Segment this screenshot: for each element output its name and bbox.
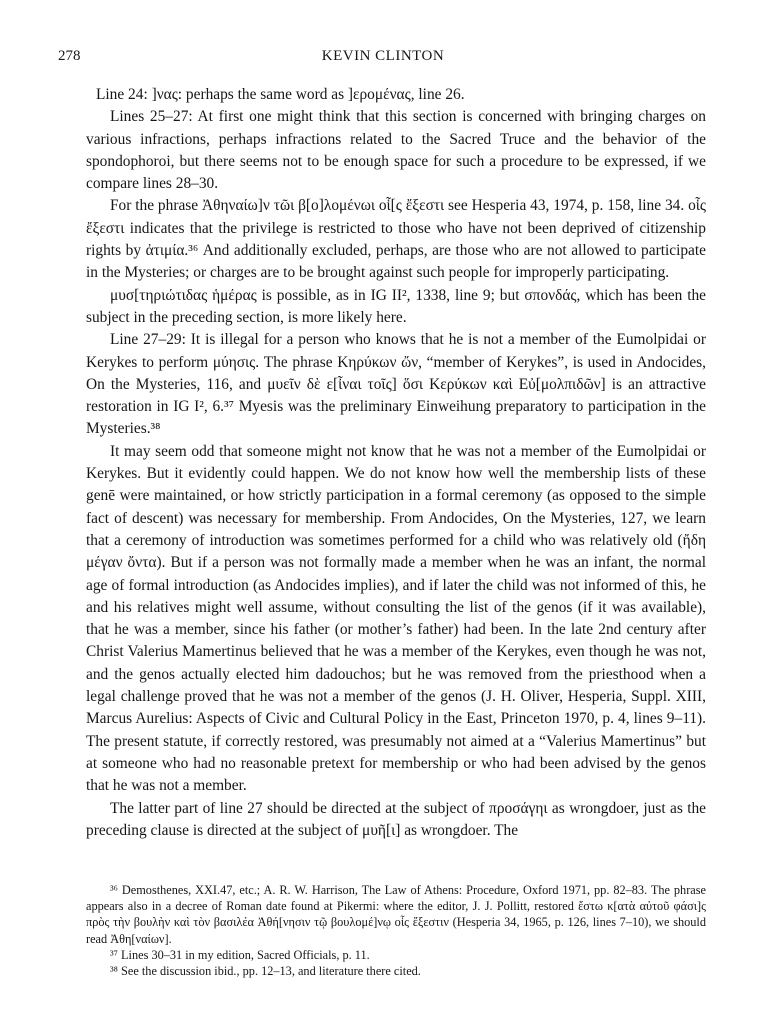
footnote-37: ³⁷ Lines 30–31 in my edition, Sacred Officials, p. 11. — [110, 947, 370, 962]
paragraph-line-27-29: Line 27–29: It is illegal for a person who knows that he is not a member of the Eumolpidai or Kerykes to perform μύησις. The phrase Κηρύκων ὤν, “member of Kerykes”, is used in Andocides, On the Mysteries, 116, and μυεῖν δὲ ε[ἶναι τοῖς] ὅσι Κερύκων καὶ Εὐ[μολπιδῶν] is an attractive restoration in IG I², 6.³⁷ Myesis was the preliminary Einweihung preparatory to participation in the Mysteries.³⁸ — [86, 331, 706, 438]
paragraph-phrase: For the phrase Ἀθηναίω]ν τῶι β[ο]λομένωι οἷ[ς ἔξεστι see Hesperia 43, 1974, p. 158, line 34. οἷς ἔξεστι indicates that the privilege is restricted to those who have not been deprived of citizenship rights by ἀτιμία.³⁶ And additionally excluded, perhaps, are those who are not allowed to participate in the Mysteries; or charges are to be brought against such people for improperly participating. — [86, 197, 706, 282]
paragraph-membership: It may seem odd that someone might not know that he was not a member of the Eumolpidai or Kerykes. But it evidently could happen. We do not know how well the membership lists of these genē were maintained, or how strictly participation in a formal ceremony (as opposed to the simple fact of descent) was necessary for membership. From Andocides, On the Mysteries, 127, we learn that a ceremony of introduction was sometimes performed for a child who was relatively old (ἤδη μέγαν ὄντα). But if a person was not formally made a member when he was an infant, the normal age of formal introduction (as Andocides implies), and if later the child was not informed of this, he and his relatives might well assume, without consulting the list of the genos (if it was available), that he was a member, since his father (or mother’s father) had been. In the late 2nd century after Christ Valerius Mamertinus believed that he was a member of the Kerykes, even though he was not, and the genos actually elected him dadouchos; but he was removed from the priesthood when a legal challenge proved that he was not a member of the genos (J. H. Oliver, Hesperia, Suppl. XIII, Marcus Aurelius: Aspects of Civic and Cultural Policy in the East, Princeton 1970, p. 4, lines 9–11). The present statute, if correctly restored, was presumably not aimed at a “Valerius Mamertinus” but at someone who had no reasonable pretext for membership or who had been advised by the genos that he was not a member. — [86, 442, 706, 795]
body-text — [86, 84, 706, 842]
footnote-38: ³⁸ See the discussion ibid., pp. 12–13, and literature there cited. — [110, 964, 421, 979]
footnote-36: ³⁶ Demosthenes, XXI.47, etc.; A. R. W. Harrison, The Law of Athens: Procedure, Oxford 1971, pp. 82–83. The phrase appears also in a decree of Roman date found at Pikermi: where the editor, J. J. Pollitt, restored ἔστω κ[ατὰ αὐτοῦ φάσι]ς πρὸς τὴν βουλὴν καὶ τὸν βασιλέα Ἀθή[νησιν τῷ βουλομέ]νῳ οἷς ἔξεστιν (Hesperia 34, 1965, p. 126, lines 7–10), we should read Ἀθη[ναίων]. — [86, 883, 706, 946]
page-number: 278 — [58, 48, 81, 64]
footnotes — [86, 882, 706, 979]
paragraph-lines-25-27: Lines 25–27: At first one might think that this section is concerned with bringing charges on various infractions, perhaps infractions related to the Sacred Truce and the behavior of the spondophoroi, but there seems not to be enough space for such a procedure to be expressed, if we compare lines 28–30. — [86, 108, 706, 193]
page-header — [58, 48, 708, 72]
running-head-author: KEVIN CLINTON — [321, 48, 445, 64]
paragraph-line-24: Line 24: ]νας: perhaps the same word as ]ερομένας, line 26. — [96, 86, 465, 103]
paragraph-mysteriotidas: μυσ[τηριώτιδας ἡμέρας is possible, as in IG II², 1338, line 9; but σπονδάς, which has been the subject in the preceding section, is more likely here. — [86, 286, 706, 326]
paragraph-latter-part: The latter part of line 27 should be directed at the subject of προσάγηι as wrongdoer, just as the preceding clause is directed at the subject of μυῆ[ι] as wrongdoer. The — [86, 799, 706, 839]
